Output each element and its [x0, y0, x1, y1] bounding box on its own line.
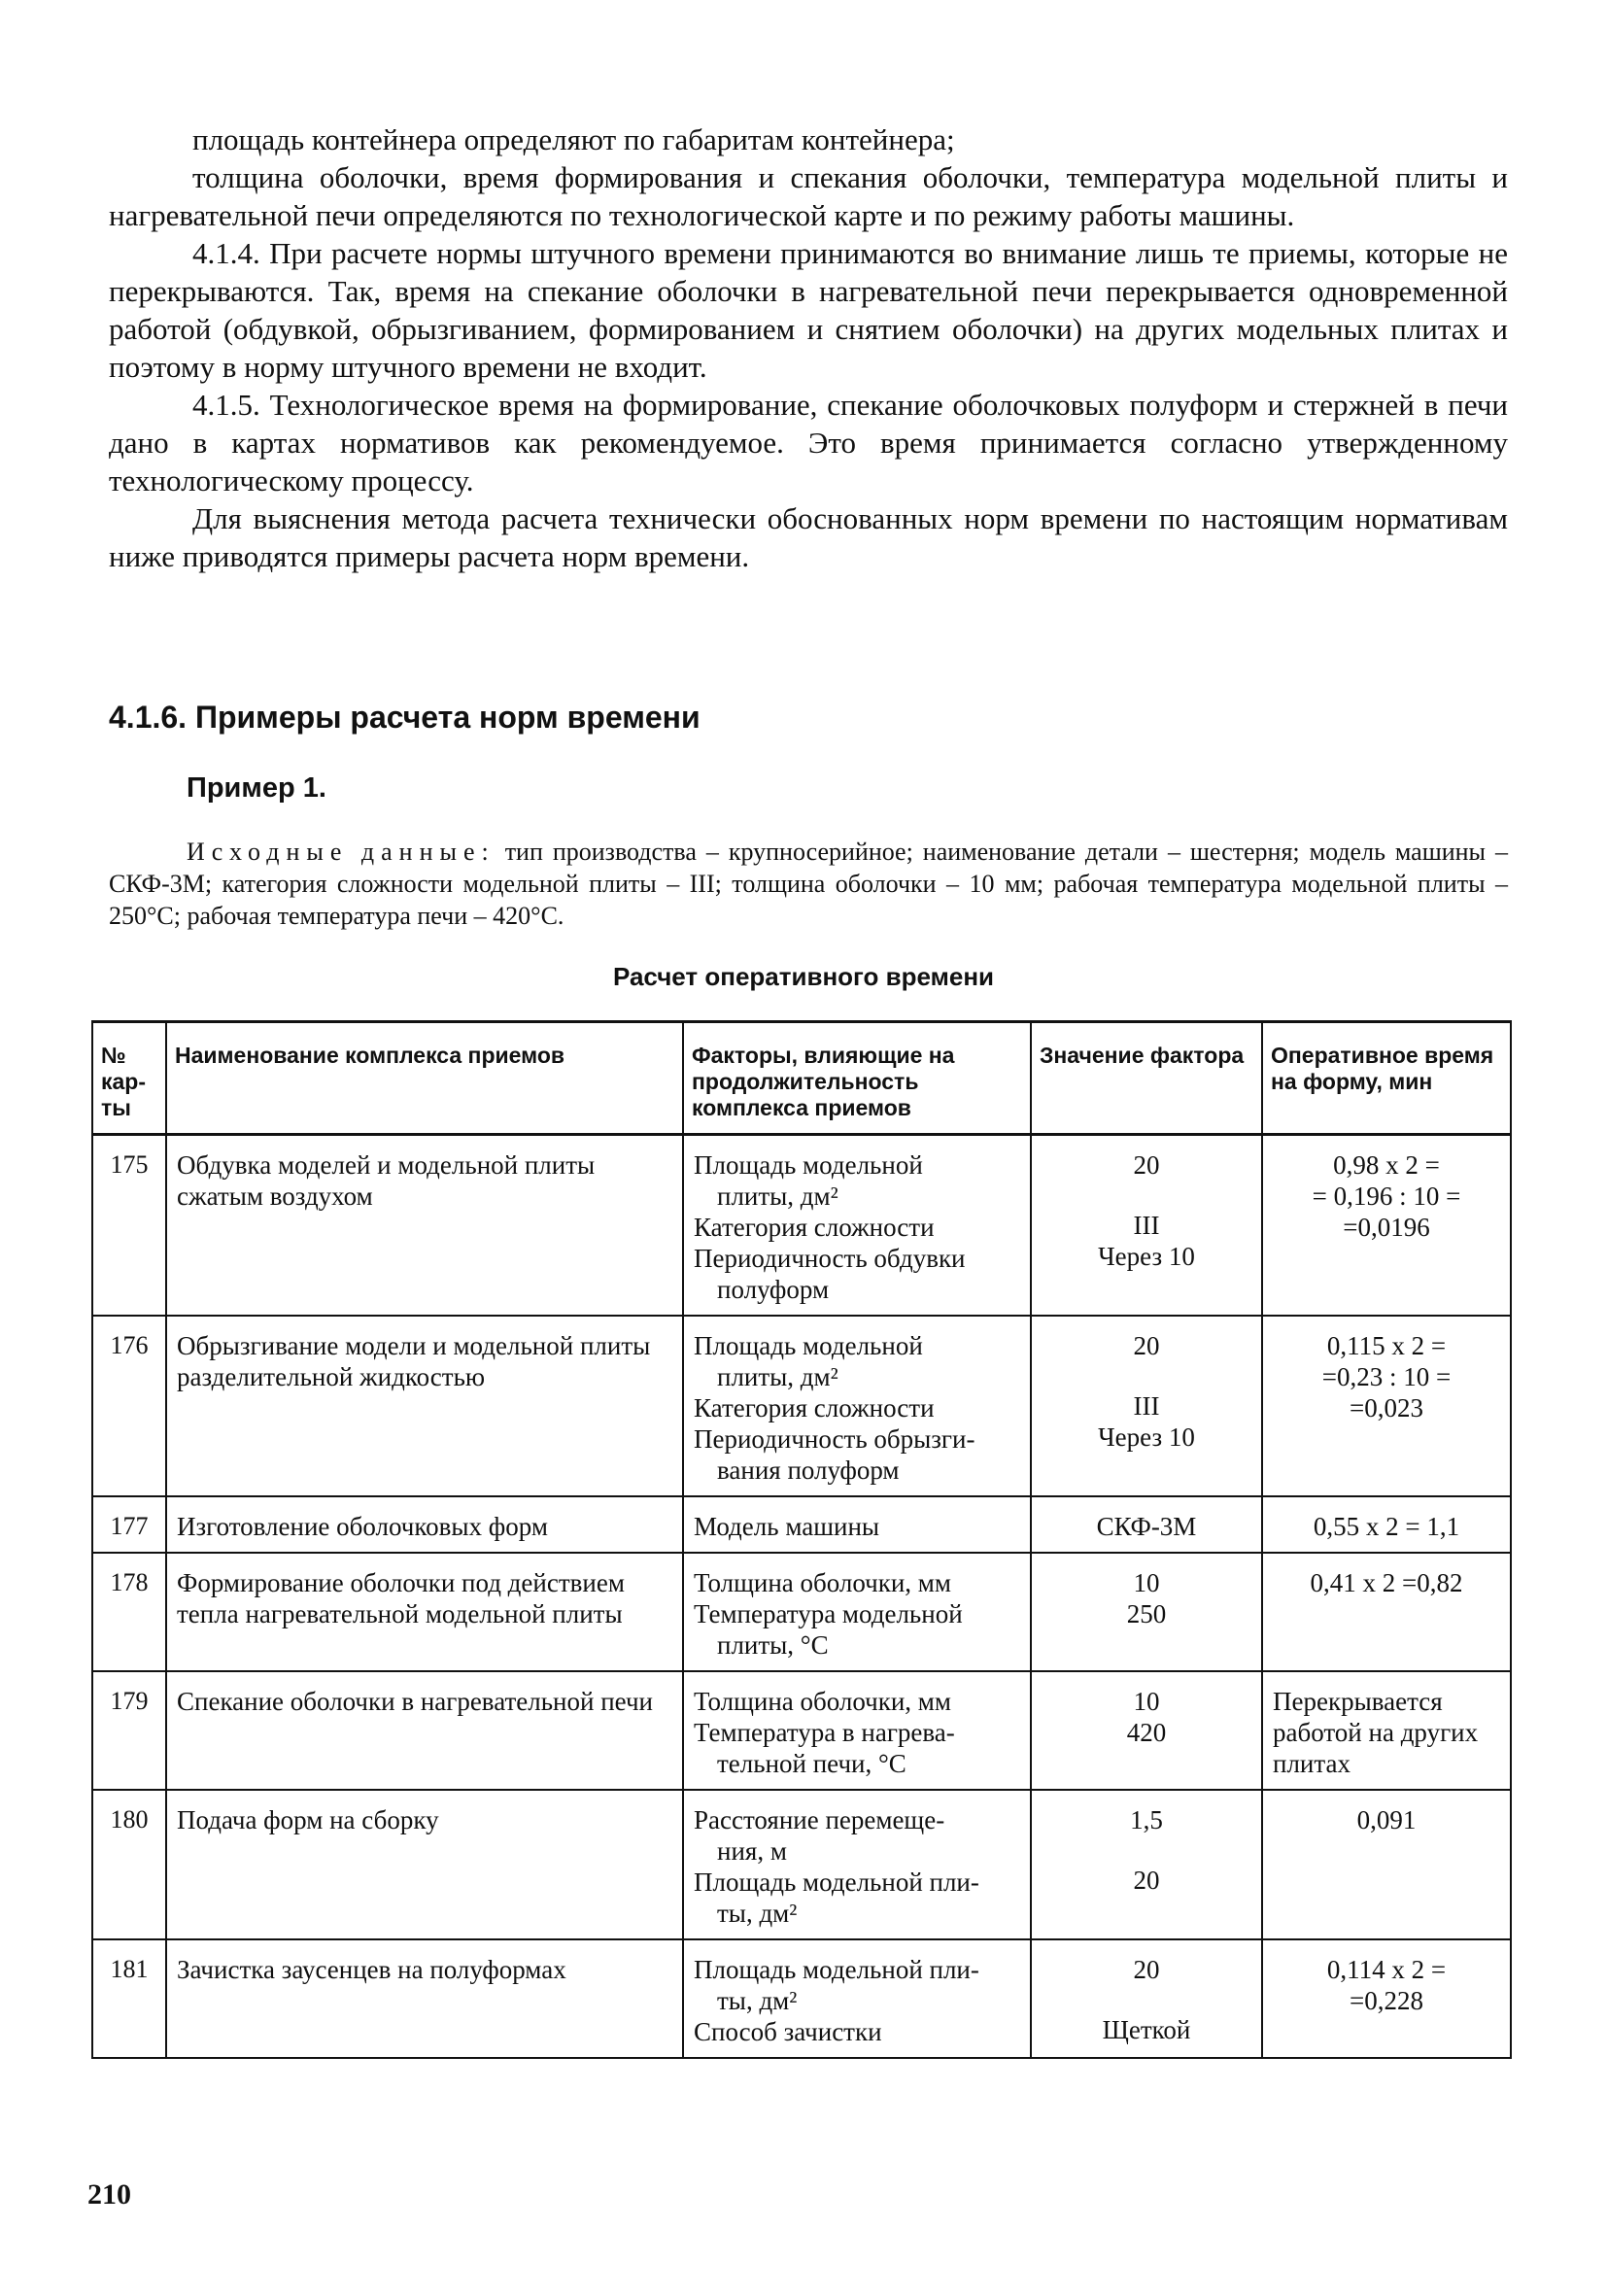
row-factors: [683, 1496, 1031, 1553]
header-time: Оперативное время на форму, мин: [1262, 1022, 1511, 1135]
time-line: = 0,196 : 10 =: [1312, 1182, 1461, 1211]
factor-line: Площадь модельной: [694, 1331, 923, 1360]
row-operative-time: [1262, 1316, 1511, 1496]
header-factors: Факторы, влияющие на продолжительность комплекса приемов: [683, 1022, 1031, 1135]
paragraph-2: толщина оболочки, время формирования и спекания оболочки, температура модельной плиты и нагревательной печи определяются по технологической карте и по режиму работы машины.: [109, 160, 1508, 232]
factor-line: Температура модельной: [694, 1599, 963, 1628]
factor-value: 20: [1133, 1955, 1160, 1984]
table-header-row: [92, 1022, 1511, 1135]
factor-line: Периодичность обдувки: [694, 1244, 966, 1273]
row-factors: [683, 1790, 1031, 1939]
row-operation-name: Формирование оболочки под действием тепла нагревательной модельной плиты: [166, 1553, 683, 1671]
time-line: Перекрывается работой на других плитах: [1273, 1687, 1479, 1778]
factor-value: III: [1133, 1211, 1160, 1240]
time-line: 0,091: [1356, 1805, 1417, 1834]
source-data: [109, 836, 1508, 932]
factor-value: 10: [1133, 1687, 1160, 1716]
table-row: [92, 1496, 1511, 1553]
time-line: =0,23 : 10 =: [1321, 1362, 1452, 1391]
paragraph-3: 4.1.4. При расчете нормы штучного времени принимаются во внимание лишь те приемы, которые не перекрываются. Так, время на спекание оболочки в нагревательной печи перекрывается одновременной работой (обдувкой, обрызгиванием, формированием и снятием оболочки) на других модельных плитах и поэтому в норму штучного времени не входит.: [109, 236, 1508, 384]
row-operative-time: [1262, 1496, 1511, 1553]
row-factor-values: [1031, 1790, 1262, 1939]
time-line: =0,023: [1350, 1393, 1423, 1422]
factor-line: плиты, дм²: [717, 1362, 838, 1391]
factor-line: плиты, дм²: [717, 1182, 838, 1211]
row-factors: [683, 1553, 1031, 1671]
value-gap: [1042, 1985, 1251, 2014]
factor-line: Толщина оболочки, мм: [694, 1568, 951, 1597]
factor-line: Модель машины: [694, 1512, 880, 1541]
factor-value: III: [1133, 1391, 1160, 1421]
header-name: Наименование комплекса приемов: [166, 1022, 683, 1135]
factor-line: полуформ: [717, 1275, 830, 1304]
row-factor-values: [1031, 1671, 1262, 1790]
paragraph-1: площадь контейнера определяют по габаритам контейнера;: [192, 122, 955, 156]
factor-line: ния, м: [717, 1836, 787, 1866]
factor-value: 1,5: [1130, 1805, 1163, 1834]
row-factors: [683, 1939, 1031, 2058]
factor-line: Площадь модельной пли-: [694, 1868, 979, 1897]
table-row: [92, 1135, 1511, 1317]
time-line: 0,55 x 2 = 1,1: [1313, 1512, 1460, 1541]
time-line: 0,115 x 2 =: [1326, 1331, 1447, 1360]
header-card: № кар-ты: [92, 1022, 166, 1135]
row-factors: [683, 1671, 1031, 1790]
page-number: 210: [87, 2178, 131, 2210]
row-card-number: 180: [92, 1790, 166, 1939]
row-card-number: 175: [92, 1135, 166, 1317]
factor-line: вания полуформ: [717, 1456, 900, 1485]
paragraph-4: 4.1.5. Технологическое время на формирование, спекание оболочковых полуформ и стержней в печи дано в картах нормативов как рекомендуемое. Это время принимается согласно утвержденному технологическому процессу.: [109, 388, 1508, 497]
table-row: [92, 1553, 1511, 1671]
factor-line: Категория сложности: [694, 1213, 935, 1242]
factor-line: плиты, °С: [717, 1630, 829, 1660]
factor-line: Площадь модельной пли-: [694, 1955, 979, 1984]
row-operative-time: [1262, 1939, 1511, 2058]
table-body: [92, 1135, 1511, 2059]
row-factor-values: [1031, 1553, 1262, 1671]
row-operative-time: [1262, 1135, 1511, 1317]
time-line: 0,114 x 2 =: [1326, 1955, 1447, 1984]
value-gap: [1042, 1361, 1251, 1390]
factor-value: 20: [1133, 1331, 1160, 1360]
row-factor-values: [1031, 1135, 1262, 1317]
row-card-number: 176: [92, 1316, 166, 1496]
factor-value: 10: [1133, 1568, 1160, 1597]
row-operative-time: [1262, 1790, 1511, 1939]
factor-value: Через 10: [1098, 1422, 1195, 1452]
factor-value: Щеткой: [1102, 2015, 1191, 2044]
factor-value: Через 10: [1098, 1242, 1195, 1271]
row-factor-values: [1031, 1939, 1262, 2058]
intro-text: [109, 120, 1508, 575]
table-row: [92, 1939, 1511, 2058]
time-line: =0,228: [1350, 1986, 1423, 2015]
row-operation-name: Подача форм на сборку: [166, 1790, 683, 1939]
row-factors: [683, 1135, 1031, 1317]
factor-line: Периодичность обрызги-: [694, 1424, 975, 1454]
table-row: [92, 1671, 1511, 1790]
row-operation-name: Изготовление оболочковых форм: [166, 1496, 683, 1553]
factor-value: 420: [1126, 1718, 1167, 1747]
factor-line: Способ зачистки: [694, 2017, 882, 2046]
factor-value: 20: [1133, 1866, 1160, 1895]
factor-line: ты, дм²: [717, 1899, 798, 1928]
factor-value: 250: [1126, 1599, 1167, 1628]
factor-line: Категория сложности: [694, 1393, 935, 1422]
factor-value: СКФ-3М: [1096, 1512, 1197, 1541]
time-line: 0,98 x 2 =: [1333, 1150, 1440, 1180]
time-line: 0,41 x 2 =0,82: [1310, 1568, 1463, 1597]
paragraph-5: Для выяснения метода расчета технически обоснованных норм времени по настоящим нормативам ниже приводятся примеры расчета норм времени.: [109, 501, 1508, 573]
table-row: [92, 1790, 1511, 1939]
row-operation-name: Обдувка моделей и модельной плиты сжатым воздухом: [166, 1135, 683, 1317]
header-value: Значение фактора: [1031, 1022, 1262, 1135]
example-label: Пример 1.: [187, 772, 326, 804]
value-gap: [1042, 1181, 1251, 1210]
value-gap: [1042, 1835, 1251, 1865]
factor-line: Расстояние перемеще-: [694, 1805, 945, 1834]
factor-line: тельной печи, °С: [717, 1749, 906, 1778]
section-heading: 4.1.6. Примеры расчета норм времени: [109, 700, 701, 735]
row-card-number: 181: [92, 1939, 166, 2058]
table-row: [92, 1316, 1511, 1496]
row-card-number: 178: [92, 1553, 166, 1671]
row-factor-values: [1031, 1316, 1262, 1496]
operative-time-table: [91, 1020, 1512, 2059]
row-factors: [683, 1316, 1031, 1496]
time-line: =0,0196: [1343, 1213, 1430, 1242]
row-operation-name: Зачистка заусенцев на полуформах: [166, 1939, 683, 2058]
table-title: Расчет оперативного времени: [612, 962, 995, 991]
source-label: Исходные данные:: [187, 838, 496, 866]
row-operation-name: Обрызгивание модели и модельной плиты разделительной жидкостью: [166, 1316, 683, 1496]
factor-line: Толщина оболочки, мм: [694, 1687, 951, 1716]
row-operative-time: [1262, 1553, 1511, 1671]
row-operative-time: [1262, 1671, 1511, 1790]
source-text: тип производства – крупносерийное; наименование детали – шестерня; модель машины – СКФ-3М; категория сложности модельной плиты – III; толщина оболочки – 10 мм; рабочая температура модельной плиты – 250°С; рабочая температура печи – 420°С.: [109, 838, 1508, 930]
row-card-number: 177: [92, 1496, 166, 1553]
row-factor-values: [1031, 1496, 1262, 1553]
factor-value: 20: [1133, 1150, 1160, 1180]
row-operation-name: Спекание оболочки в нагревательной печи: [166, 1671, 683, 1790]
factor-line: ты, дм²: [717, 1986, 798, 2015]
factor-line: Площадь модельной: [694, 1150, 923, 1180]
row-card-number: 179: [92, 1671, 166, 1790]
factor-line: Температура в нагрева-: [694, 1718, 955, 1747]
